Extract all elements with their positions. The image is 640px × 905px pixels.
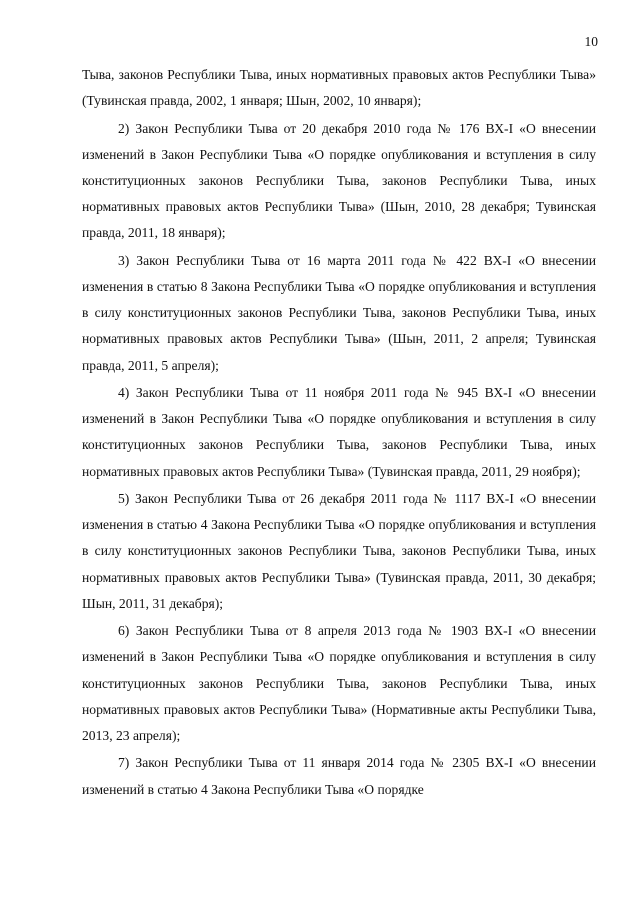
- paragraph-item-5: 5) Закон Республики Тыва от 26 декабря 2011 года № 1117 ВХ-I «О внесении изменения в статью 4 Закона Республики Тыва «О порядке опубликования и вступления в силу конституционных законов Республики Тыва, законов Республики Тыва, иных нормативных правовых актов Республики Тыва» (Тувинская правда, 2011, 30 декабря; Шын, 2011, 31 декабря);: [82, 491, 596, 611]
- page-number: 10: [584, 34, 598, 49]
- paragraph-item-7: 7) Закон Республики Тыва от 11 января 2014 года № 2305 ВХ-I «О внесении изменений в статью 4 Закона Республики Тыва «О порядке: [82, 755, 596, 797]
- paragraph-item-3: 3) Закон Республики Тыва от 16 марта 2011 года № 422 ВХ-I «О внесении изменения в статью 8 Закона Республики Тыва «О порядке опубликования и вступления в силу конституционных законов Республики Тыва, законов Республики Тыва, иных нормативных правовых актов Республики Тыва» (Шын, 2011, 2 апреля; Тувинская правда, 2011, 5 апреля);: [82, 252, 596, 373]
- paragraph-item-6: 6) Закон Республики Тыва от 8 апреля 2013 года № 1903 ВХ-I «О внесении изменений в Закон Республики Тыва «О порядке опубликования и вступления в силу конституционных законов Республики Тыва, законов Республики Тыва, иных нормативных правовых актов Республики Тыва» (Нормативные акты Республики Тыва, 2013, 23 апреля);: [82, 623, 596, 744]
- paragraph-continuation: Тыва, законов Республики Тыва, иных нормативных правовых актов Республики Тыва» (Тувинская правда, 2002, 1 января; Шын, 2002, 10 января);: [82, 67, 596, 109]
- document-body: [82, 62, 596, 803]
- paragraph-item-4: 4) Закон Республики Тыва от 11 ноября 2011 года № 945 ВХ-I «О внесении изменений в Закон Республики Тыва «О порядке опубликования и вступления в силу конституционных законов Республики Тыва, законов Республики Тыва, иных нормативных правовых актов Республики Тыва» (Тувинская правда, 2011, 29 ноября);: [82, 385, 596, 479]
- paragraph-item-2: 2) Закон Республики Тыва от 20 декабря 2010 года № 176 ВХ-I «О внесении изменений в Закон Республики Тыва «О порядке опубликования и вступления в силу конституционных законов Республики Тыва, законов Республики Тыва, иных нормативных правовых актов Республики Тыва» (Шын, 2010, 28 декабря; Тувинская правда, 2011, 18 января);: [82, 120, 596, 241]
